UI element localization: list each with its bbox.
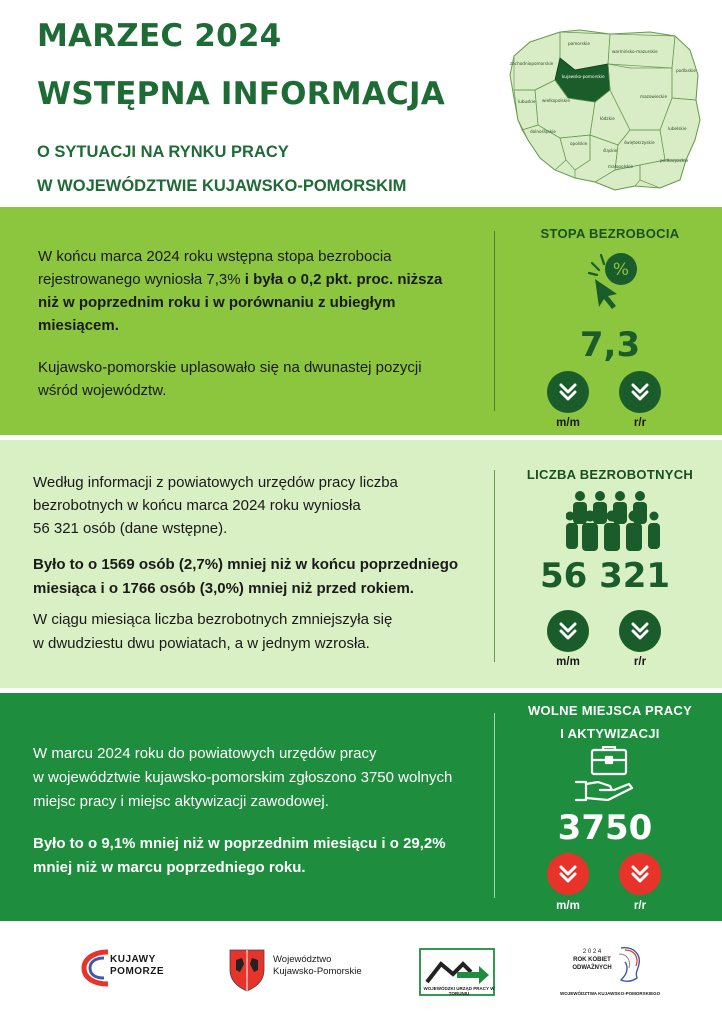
text-line: miesiącem. — [38, 317, 119, 334]
section1-paragraph2 — [38, 356, 422, 402]
map-label: wielkopolskie — [542, 98, 570, 103]
rr-label: r/r — [633, 656, 647, 668]
decrease-mm-indicator — [547, 610, 589, 652]
unemployed-count-section — [0, 440, 722, 688]
map-label: lubuskie — [518, 99, 536, 104]
briefcase-hand-icon — [574, 746, 638, 802]
section3-paragraph2 — [33, 832, 446, 880]
decrease-rr-indicator — [619, 371, 661, 413]
job-offers-value: 3750 — [557, 808, 653, 848]
title-line: WOLNE MIEJSCA PRACY — [527, 703, 693, 718]
decrease-mm-indicator — [547, 853, 589, 895]
percent-cursor-icon — [585, 249, 645, 311]
unemployment-rate-title: STOPA BEZROBOCIA — [540, 226, 680, 241]
section3-paragraph1 — [33, 742, 452, 814]
decrease-rr-indicator — [619, 853, 661, 895]
woman-profile-icon — [617, 944, 645, 986]
poland-map — [500, 20, 705, 195]
mm-label: m/m — [556, 656, 580, 668]
title-line: I AKTYWIZACJI — [560, 726, 660, 741]
text-line: Kujawsko-pomorskie uplasowało się na dwunastej pozycji — [38, 359, 422, 376]
double-chevron-down-icon — [628, 380, 652, 404]
map-label: lubelskie — [668, 126, 687, 131]
job-offers-title — [510, 699, 710, 745]
logo-text-line: POMORZE — [110, 966, 165, 977]
map-label: mazowieckie — [640, 94, 668, 99]
text-line: w dwudziestu dwu powiatach, a w jednym wzrosła. — [33, 635, 370, 652]
wup-torun-logo-text: WOJEWÓDZKI URZĄD PRACY W TORUNIU — [423, 986, 495, 996]
unemployment-rate-section — [0, 207, 722, 435]
text-line: W marcu 2024 roku do powiatowych urzędów pracy — [33, 745, 377, 762]
text-line: bezrobotnych w końcu marca 2024 roku wyniosła — [33, 497, 361, 514]
section2-paragraph2 — [33, 553, 458, 601]
logo-text-line: ROK KOBIET — [573, 957, 611, 963]
map-label: zachodniopomorskie — [510, 61, 554, 66]
map-label: małopolskie — [608, 164, 634, 169]
map-label: śląskie — [603, 148, 618, 153]
double-chevron-down-icon — [556, 619, 580, 643]
divider — [494, 713, 495, 898]
page-subtitle-line1: O SYTUACJI NA RYNKU PRACY — [37, 143, 289, 161]
page-title-line1: MARZEC 2024 — [37, 18, 282, 54]
map-label: podlaskie — [676, 68, 696, 73]
text-line: mniej niż w marcu poprzedniego roku. — [33, 859, 306, 876]
map-label: podkarpackie — [660, 158, 689, 163]
text-line: 56 321 osób (dane wstępne). — [33, 520, 228, 537]
map-label: warmińsko-mazurskie — [612, 49, 658, 54]
text-line — [38, 268, 442, 291]
rok-kobiet-logo-text — [562, 948, 622, 972]
rok-kobiet-caption: WOJEWÓDZTWA KUJAWSKO-POMORSKIEGO — [560, 991, 661, 996]
text-span-bold: i była o 0,2 pkt. proc. niższa — [244, 271, 443, 288]
double-chevron-down-icon — [628, 619, 652, 643]
text-line: miejsc pracy i miejsc aktywizacji zawodowej. — [33, 793, 329, 810]
double-chevron-down-icon — [556, 862, 580, 886]
text-line: W ciągu miesiąca liczba bezrobotnych zmniejszyła się — [33, 611, 393, 628]
people-group-icon — [566, 488, 662, 552]
text-line: wśród województw. — [38, 382, 167, 399]
decrease-rr-indicator — [619, 610, 661, 652]
logo-text-line: Województwo — [273, 954, 332, 965]
text-span: rejestrowanego wyniosła 7,3% — [38, 271, 245, 288]
unemployed-count-title: LICZBA BEZROBOTNYCH — [526, 467, 694, 482]
text-line: Było to o 1569 osób (2,7%) mniej niż w końcu poprzedniego — [33, 556, 459, 573]
section2-paragraph3 — [33, 608, 392, 656]
text-line: W końcu marca 2024 roku wstępna stopa bezrobocia — [38, 248, 392, 265]
map-label: kujawsko-pomorskie — [562, 74, 605, 79]
section2-paragraph1 — [33, 471, 398, 540]
text-line: Było to o 9,1% mniej niż w poprzednim miesiącu i o 29,2% — [33, 835, 446, 852]
logo-text-line: KUJAWY — [110, 954, 156, 965]
map-label: dolnośląskie — [530, 129, 556, 134]
map-label: świętokrzyskie — [624, 140, 655, 145]
header — [0, 0, 722, 207]
text-line: niż w poprzednim roku i w porównaniu z ubiegłym — [38, 294, 396, 311]
text-line: miesiąca i o 1766 osób (3,0%) mniej niż przed rokiem. — [33, 580, 414, 597]
mm-label: m/m — [556, 900, 580, 912]
rr-label: r/r — [633, 417, 647, 429]
map-label: łódzkie — [600, 116, 615, 121]
logo-text-line: 2 0 2 4 — [582, 949, 602, 955]
logo-text-line: Kujawsko-Pomorskie — [273, 966, 362, 977]
decrease-mm-indicator — [547, 371, 589, 413]
text-line: Według informacji z powiatowych urzędów pracy liczba — [33, 474, 398, 491]
unemployment-rate-value: 7,3 — [579, 325, 641, 365]
page-title-line2: WSTĘPNA INFORMACJA — [37, 76, 445, 112]
kujawy-pomorze-logo-icon — [80, 948, 112, 988]
logo-text-line: ODWAŻNYCH — [572, 965, 612, 971]
divider — [494, 231, 495, 411]
coat-of-arms-icon — [228, 948, 266, 992]
divider — [494, 470, 495, 662]
section1-paragraph1 — [38, 245, 442, 337]
text-line: w województwie kujawsko-pomorskim zgłoszono 3750 wolnych — [33, 769, 453, 786]
job-offers-section — [0, 693, 722, 921]
percent-symbol: % — [612, 260, 630, 280]
map-label: opolskie — [570, 141, 588, 146]
map-label: pomorskie — [568, 41, 590, 46]
rr-label: r/r — [633, 900, 647, 912]
kujawy-pomorze-logo-text — [110, 954, 164, 978]
double-chevron-down-icon — [556, 380, 580, 404]
double-chevron-down-icon — [628, 862, 652, 886]
mm-label: m/m — [556, 417, 580, 429]
page-subtitle-line2: W WOJEWÓDZTWIE KUJAWSKO-POMORSKIM — [37, 177, 407, 195]
unemployed-count-value: 56 321 — [539, 556, 671, 596]
voivodeship-logo-text — [273, 954, 362, 978]
